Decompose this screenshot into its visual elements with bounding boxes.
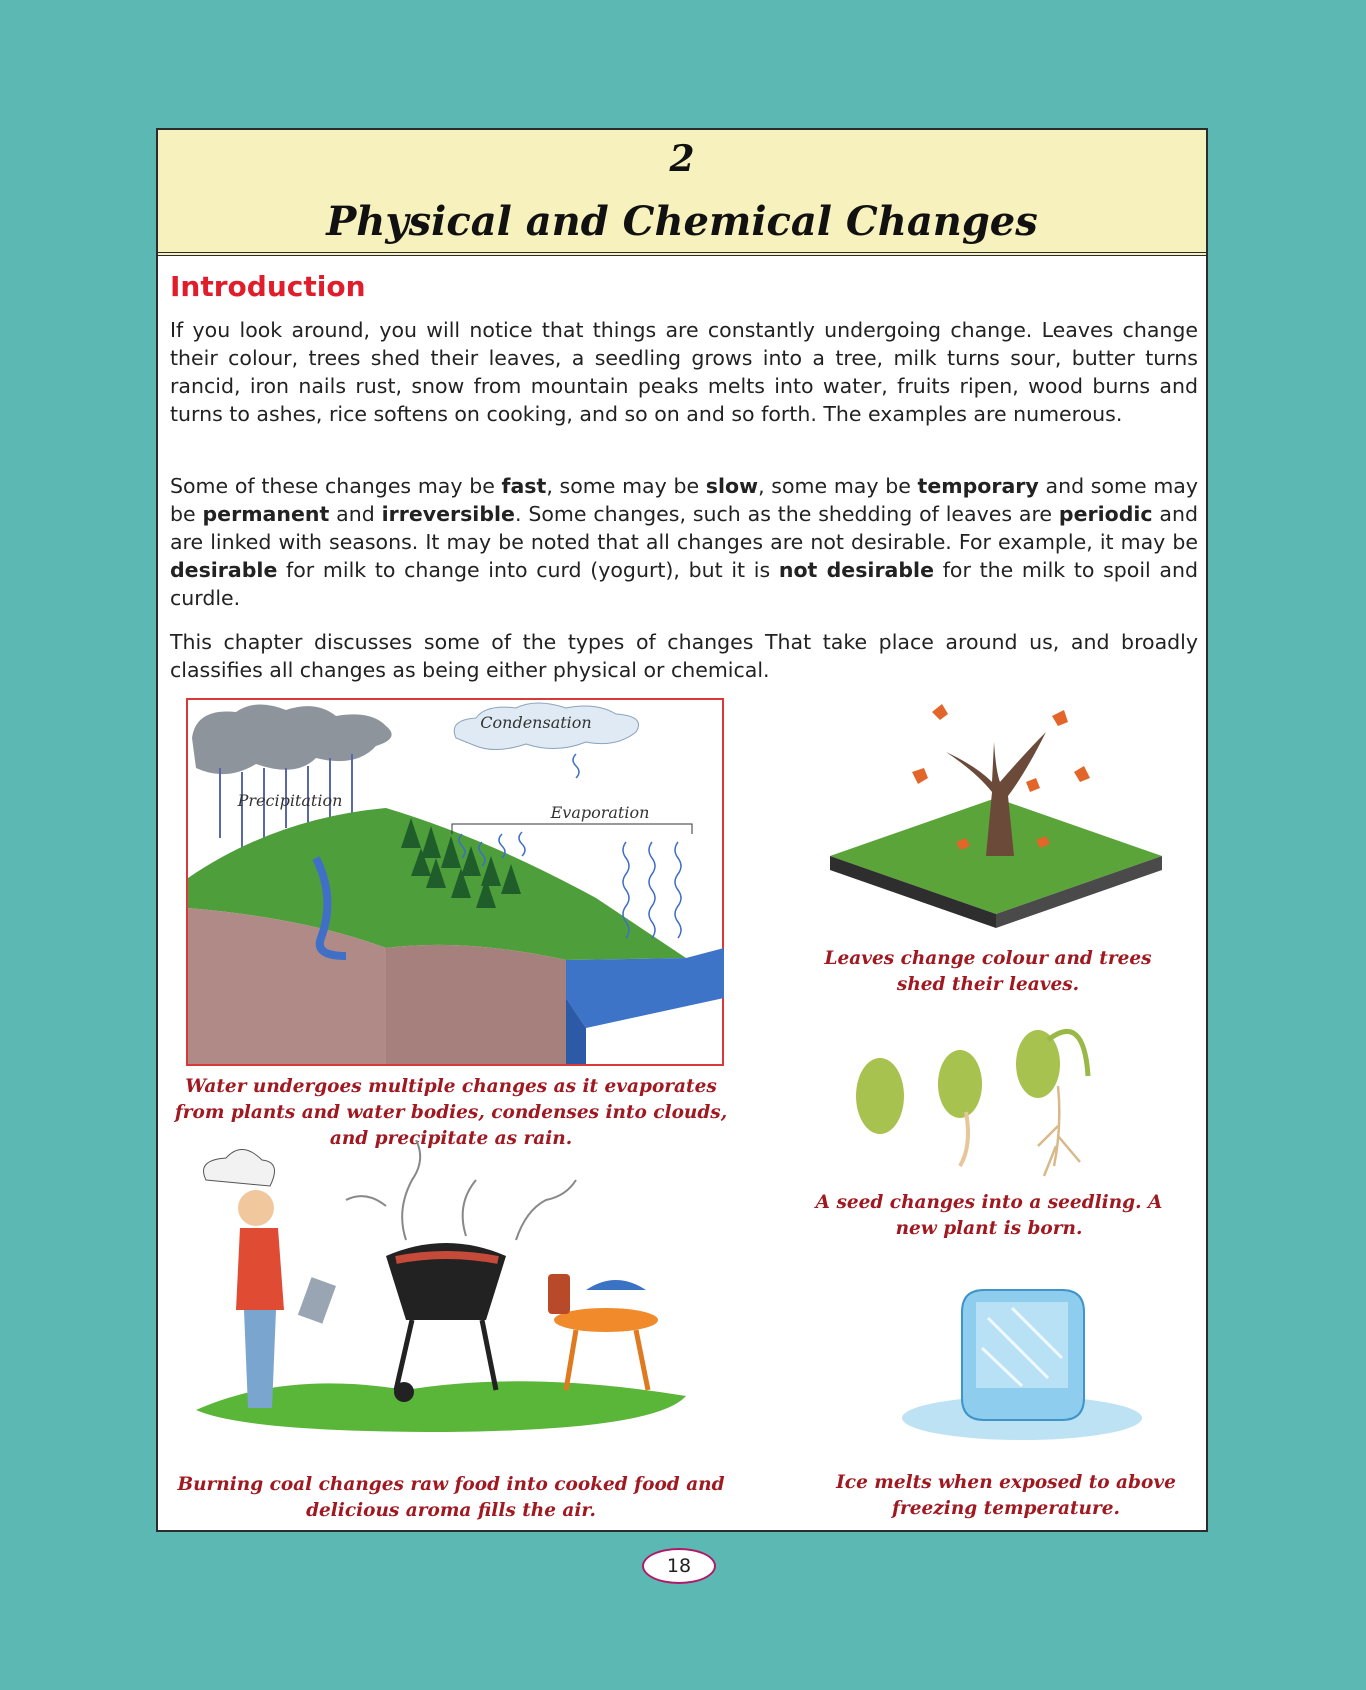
barbecue-drawing (186, 1140, 706, 1440)
intro-paragraph-1: If you look around, you will notice that things are constantly undergoing change. Leaves change their colour, trees shed their leaves, a seedling grows into a tree, milk turns sour, butter turns rancid, iron nails rust, snow from mountain peaks melts into water, fruits ripen, wood burns and turns to ashes, rice softens on cooking, and so on and so forth. The examples are numerous. (170, 318, 1198, 426)
page-frame (156, 128, 1208, 1532)
term-slow: slow (705, 474, 759, 498)
term-irreversible: irreversible (381, 502, 515, 526)
intro-paragraph-2: Some of these changes may be fast, some may be slow, some may be temporary and some may be permanent and irreversible. Some changes, such as the shedding of leaves are periodic and are linked with seasons. It may be noted that all changes are not desirable. For example, it may be desirable for milk to change into curd (yogurt), but it is not desirable for the milk to spoil and curdle. (170, 474, 1198, 610)
term-periodic: periodic (1058, 502, 1153, 526)
water-cycle-illustration (186, 698, 724, 1066)
ice-cube-illustration (892, 1278, 1152, 1448)
page-number: 18 (642, 1548, 716, 1584)
evaporation-label: Evaporation (550, 803, 650, 822)
chapter-title-band (158, 130, 1206, 256)
term-permanent: permanent (202, 502, 330, 526)
barbecue-illustration (186, 1140, 706, 1440)
chapter-number: 2 (669, 138, 695, 180)
term-not-desirable: not desirable (778, 558, 934, 582)
seed-drawing (848, 1016, 1148, 1186)
term-fast: fast (501, 474, 547, 498)
ice-caption: Ice melts when exposed to above freezing temperature. (836, 1472, 1176, 1519)
term-desirable: desirable (170, 558, 278, 582)
tree-illustration (826, 692, 1166, 932)
term-temporary: temporary (917, 474, 1039, 498)
seed-caption: A seed changes into a seedling. A new plant is born. (815, 1192, 1163, 1239)
water-cycle-drawing (186, 698, 724, 1066)
seed-illustration (848, 1016, 1148, 1186)
section-heading: Introduction (170, 270, 366, 303)
barbecue-caption: Burning coal changes raw food into cooked food and delicious aroma fills the air. (177, 1474, 725, 1521)
chapter-title: Physical and Chemical Changes (326, 198, 1038, 245)
tree-caption: Leaves change colour and trees shed their leaves. (824, 948, 1152, 995)
water-cycle-caption: Water undergoes multiple changes as it evaporates from plants and water bodies, condenses into clouds, and precipitate as rain. (174, 1076, 728, 1149)
precipitation-label: Precipitation (237, 791, 343, 810)
intro-paragraph-3: This chapter discusses some of the types of changes That take place around us, and broadly classifies all changes as being either physical or chemical. (170, 630, 1198, 682)
tree-drawing (826, 692, 1166, 932)
condensation-label: Condensation (480, 713, 592, 732)
ice-cube-drawing (892, 1278, 1152, 1448)
